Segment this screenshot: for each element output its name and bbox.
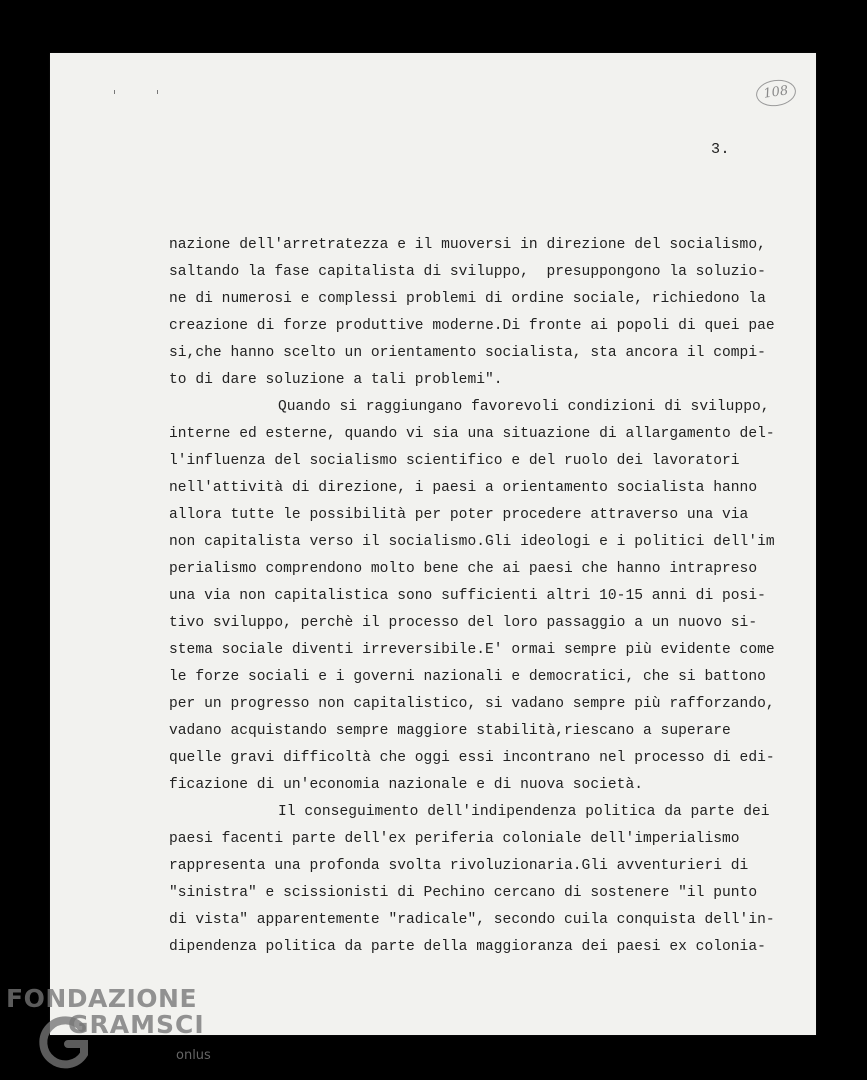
- text-line: to di dare soluzione a tali problemi".: [169, 372, 503, 388]
- text-line: tivo sviluppo, perchè il processo del loro passaggio a un nuovo si-: [169, 615, 758, 631]
- text-line: di vista" apparentemente "radicale", secondo cuila conquista dell'in-: [169, 912, 775, 928]
- text-line: ficazione di un'economia nazionale e di nuova società.: [169, 777, 643, 793]
- text-line: si,che hanno scelto un orientamento socialista, sta ancora il compi-: [169, 345, 766, 361]
- watermark-subtitle: onlus: [176, 1048, 211, 1063]
- text-line: allora tutte le possibilità per poter procedere attraverso una via: [169, 507, 749, 523]
- watermark-title-line1: FONDAZIONE: [6, 984, 198, 1013]
- text-line: una via non capitalistica sono sufficienti altri 10-15 anni di posi-: [169, 588, 766, 604]
- text-line: per un progresso non capitalistico, si vadano sempre più rafforzando,: [169, 696, 775, 712]
- text-line: vadano acquistando sempre maggiore stabilità,riescano a superare: [169, 723, 731, 739]
- text-line: l'influenza del socialismo scientifico e del ruolo dei lavoratori: [169, 453, 740, 469]
- paper-mark: [114, 90, 115, 94]
- text-line: Quando si raggiungano favorevoli condizioni di sviluppo,: [278, 399, 770, 415]
- text-line: saltando la fase capitalista di sviluppo, presuppongono la soluzio-: [169, 264, 766, 280]
- text-line: dipendenza politica da parte della maggioranza dei paesi ex colonia-: [169, 939, 766, 955]
- paper-mark: [157, 90, 158, 94]
- text-line: "sinistra" e scissionisti di Pechino cercano di sostenere "il punto: [169, 885, 758, 901]
- fondazione-gramsci-watermark: [6, 984, 226, 1076]
- document-body-text: [169, 232, 809, 961]
- text-line: rappresenta una profonda svolta rivoluzionaria.Gli avventurieri di: [169, 858, 749, 874]
- text-line: quelle gravi difficoltà che oggi essi incontrano nel processo di edi-: [169, 750, 775, 766]
- text-line: le forze sociali e i governi nazionali e democratici, che si battono: [169, 669, 766, 685]
- text-line: nazione dell'arretratezza e il muoversi in direzione del socialismo,: [169, 237, 766, 253]
- text-line: Il conseguimento dell'indipendenza politica da parte dei: [278, 804, 770, 820]
- text-line: stema sociale diventi irreversibile.E' ormai sempre più evidente come: [169, 642, 775, 658]
- archive-page-number: 108: [754, 77, 797, 108]
- text-line: nell'attività di direzione, i paesi a orientamento socialista hanno: [169, 480, 758, 496]
- text-line: ne di numerosi e complessi problemi di ordine sociale, richiedono la: [169, 291, 766, 307]
- text-line: perialismo comprendono molto bene che ai paesi che hanno intrapreso: [169, 561, 758, 577]
- watermark-title-line2: GRAMSCI: [68, 1010, 205, 1039]
- text-line: non capitalista verso il socialismo.Gli ideologi e i politici dell'im: [169, 534, 775, 550]
- page-number: 3.: [711, 141, 731, 158]
- text-line: creazione di forze produttive moderne.Di fronte ai popoli di quei pae: [169, 318, 775, 334]
- text-line: interne ed esterne, quando vi sia una situazione di allargamento del-: [169, 426, 775, 442]
- text-line: paesi facenti parte dell'ex periferia coloniale dell'imperialismo: [169, 831, 740, 847]
